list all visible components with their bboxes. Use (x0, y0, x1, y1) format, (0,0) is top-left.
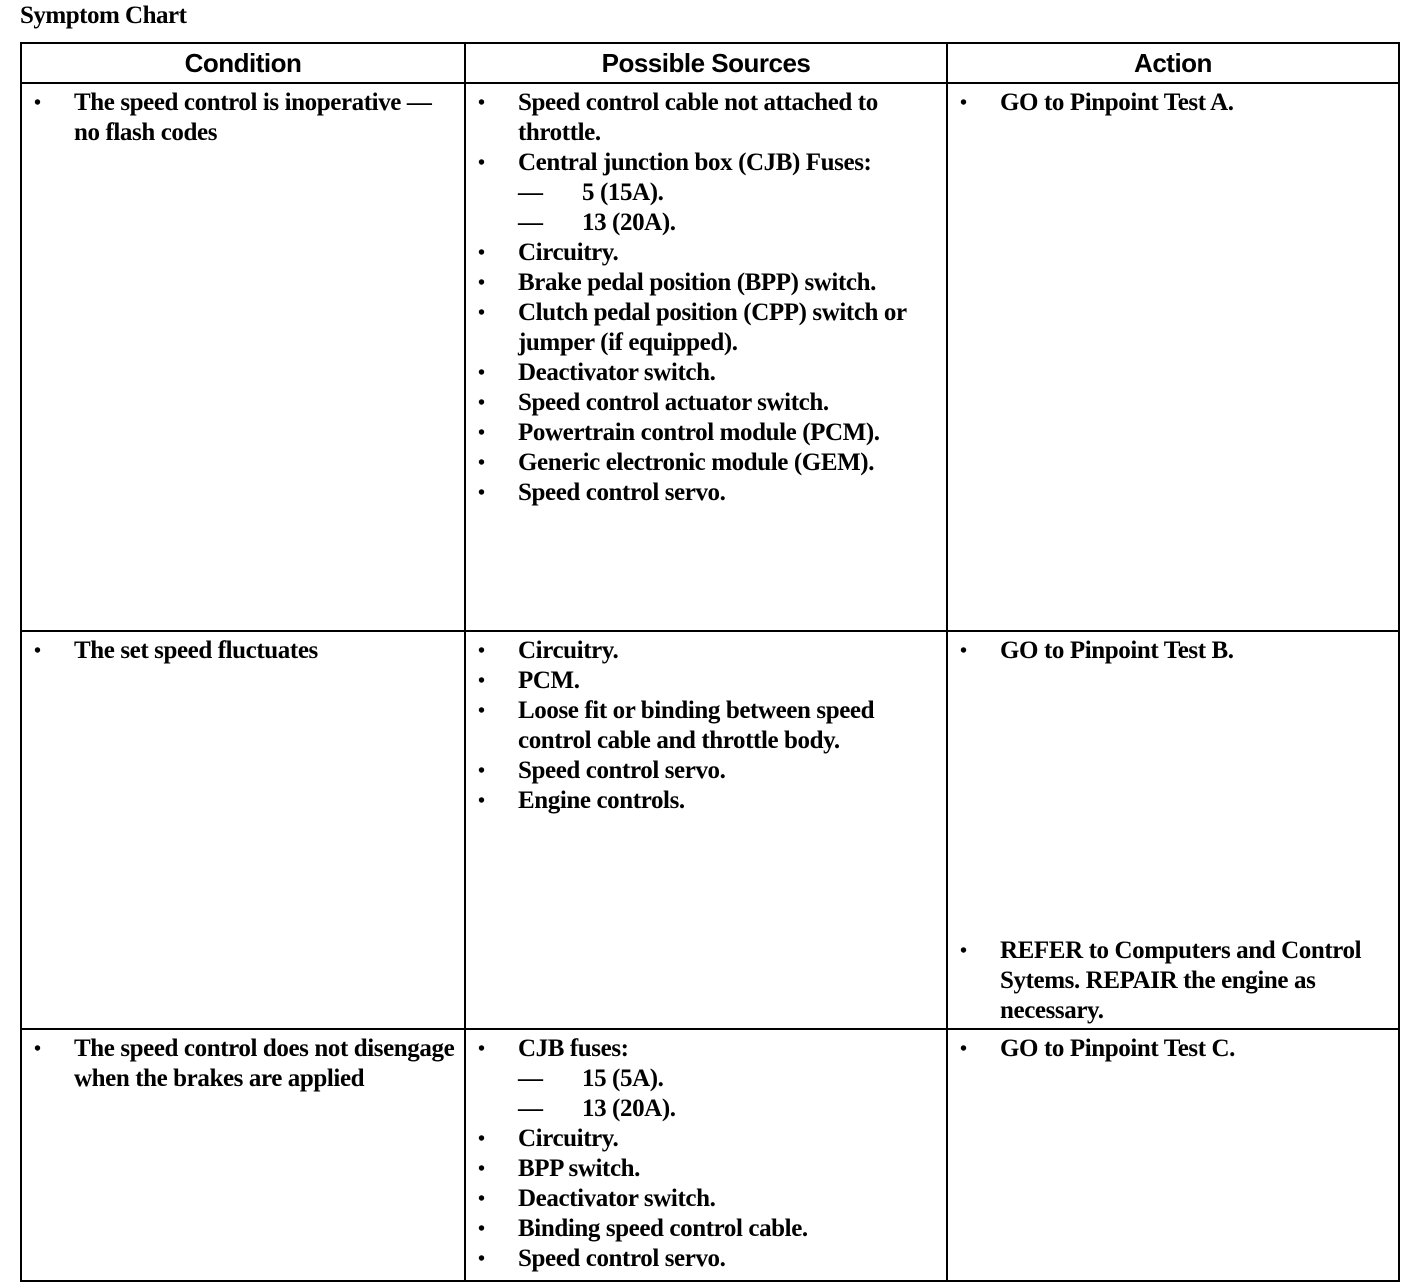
source-item: • Circuitry. (478, 239, 619, 266)
bullet-icon: • (478, 670, 485, 692)
source-item: • Speed control servo. (478, 1245, 726, 1272)
action-item: • REFER to Computers and Control Sytems. REPAIR the engine as necessary. (960, 937, 1362, 1024)
page-title: Symptom Chart (20, 2, 187, 29)
source-item: • Powertrain control module (PCM). (478, 419, 880, 446)
condition-item: • The set speed fluctuates (34, 637, 318, 664)
action-cell (947, 83, 1399, 631)
source-item: • Engine controls. (478, 787, 685, 814)
header-condition: Condition (21, 43, 465, 83)
bullet-icon: • (34, 640, 41, 662)
table-row (21, 1029, 1399, 1281)
source-item: • Binding speed control cable. (478, 1215, 808, 1242)
bullet-icon: • (478, 482, 485, 504)
bullet-icon: • (478, 302, 485, 324)
action-item: • GO to Pinpoint Test C. (960, 1035, 1235, 1062)
bullet-icon: • (960, 940, 967, 962)
bullet-icon: • (478, 152, 485, 174)
bullet-icon: • (960, 1038, 967, 1060)
bullet-icon: • (34, 92, 41, 114)
source-item: • Speed control servo. (478, 479, 726, 506)
bullet-icon: • (478, 700, 485, 722)
source-item: • CJB fuses: — 15 (5A). — 13 (20A). (476, 1034, 938, 1124)
header-action: Action (947, 43, 1399, 83)
action-item: • GO to Pinpoint Test B. (960, 637, 1234, 664)
sources-cell (465, 1029, 947, 1281)
source-item: • PCM. (478, 667, 580, 694)
bullet-icon: • (478, 1248, 485, 1270)
sources-cell (465, 631, 947, 1029)
sources-cell (465, 83, 947, 631)
symptom-table (20, 42, 1400, 1282)
condition-cell (21, 1029, 465, 1281)
condition-cell (21, 83, 465, 631)
source-item: • Generic electronic module (GEM). (478, 449, 875, 476)
bullet-icon: • (478, 392, 485, 414)
source-item: • Speed control actuator switch. (478, 389, 829, 416)
source-item: • Brake pedal position (BPP) switch. (478, 269, 876, 296)
condition-item: • The speed control does not disengage when the brakes are applied (34, 1035, 455, 1092)
source-subitem: — 13 (20A). (518, 1095, 676, 1122)
bullet-icon: • (478, 760, 485, 782)
source-subitem: — 5 (15A). (518, 179, 664, 206)
header-row (21, 43, 1399, 83)
dash-icon: — (518, 1095, 543, 1122)
bullet-icon: • (478, 242, 485, 264)
bullet-icon: • (478, 1128, 485, 1150)
source-subitem: — 15 (5A). (518, 1065, 664, 1092)
bullet-icon: • (478, 1218, 485, 1240)
source-item: • Deactivator switch. (478, 359, 716, 386)
action-cell (947, 631, 1399, 1029)
bullet-icon: • (478, 92, 485, 114)
dash-icon: — (518, 209, 543, 236)
source-item: • BPP switch. (478, 1155, 640, 1182)
bullet-icon: • (478, 272, 485, 294)
table-row (21, 631, 1399, 1029)
bullet-icon: • (478, 790, 485, 812)
header-possible-sources: Possible Sources (465, 43, 947, 83)
bullet-icon: • (960, 92, 967, 114)
source-subitem: — 13 (20A). (518, 209, 676, 236)
action-cell (947, 1029, 1399, 1281)
source-item: • Circuitry. (478, 637, 619, 664)
bullet-icon: • (478, 362, 485, 384)
bullet-icon: • (478, 1158, 485, 1180)
dash-icon: — (518, 1065, 543, 1092)
source-item: • Circuitry. (478, 1125, 619, 1152)
source-item: • Clutch pedal position (CPP) switch or jumper (if equipped). (478, 299, 907, 356)
bullet-icon: • (478, 1038, 485, 1060)
bullet-icon: • (478, 640, 485, 662)
bullet-icon: • (478, 422, 485, 444)
table-row (21, 83, 1399, 631)
source-item: • Speed control servo. (478, 757, 726, 784)
action-item: • GO to Pinpoint Test A. (960, 89, 1234, 116)
bullet-icon: • (478, 1188, 485, 1210)
bullet-icon: • (960, 640, 967, 662)
source-item: • Loose fit or binding between speed control cable and throttle body. (478, 697, 875, 754)
dash-icon: — (518, 179, 543, 206)
source-item: • Central junction box (CJB) Fuses: — 5 (15A). — 13 (20A). (476, 148, 938, 238)
source-item: • Deactivator switch. (478, 1185, 716, 1212)
bullet-icon: • (478, 452, 485, 474)
condition-item: • The speed control is inoperative — no flash codes (34, 89, 432, 146)
source-item: • Speed control cable not attached to throttle. (478, 89, 878, 146)
condition-cell (21, 631, 465, 1029)
bullet-icon: • (34, 1038, 41, 1060)
